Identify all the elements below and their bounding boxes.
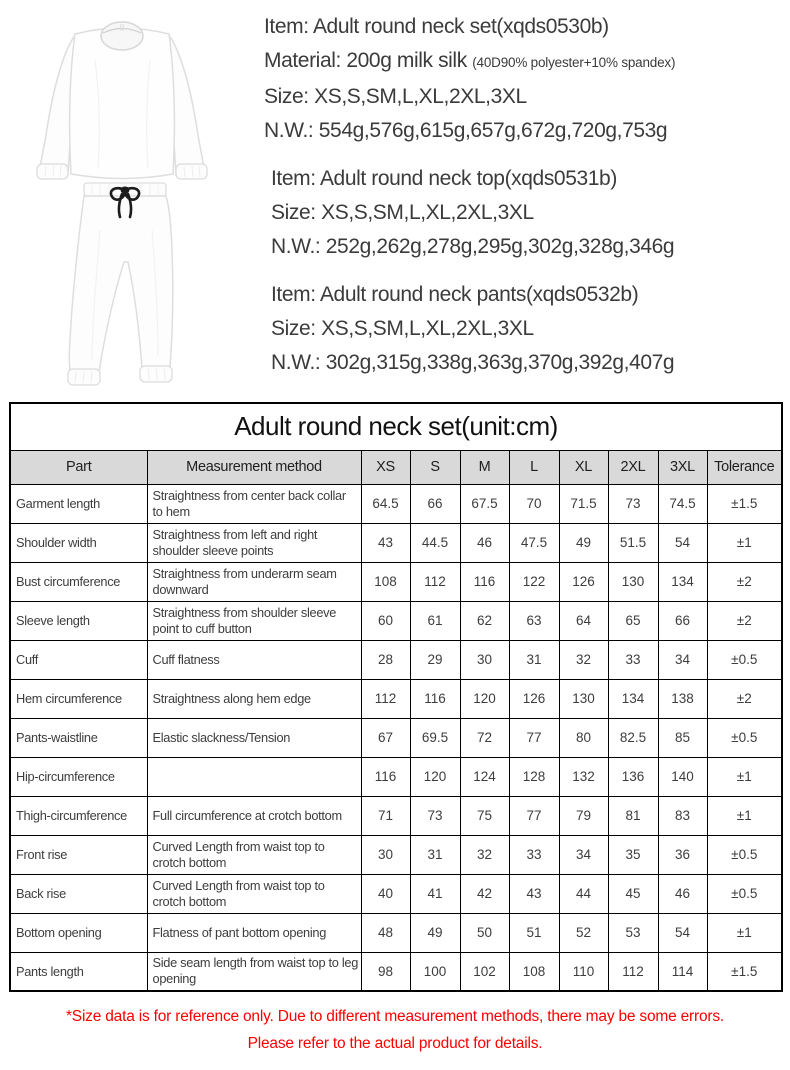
- value-2xl: 136: [608, 757, 658, 796]
- table-row: [10, 874, 782, 913]
- part-cell: Front rise: [10, 835, 147, 874]
- table-row: [10, 913, 782, 952]
- item-line: Item: Adult round neck set(xqds0530b): [264, 15, 609, 38]
- value-s: 116: [410, 679, 460, 718]
- value-2xl: 112: [608, 952, 658, 991]
- value-l: 51: [509, 913, 559, 952]
- nw-line: N.W.: 302g,315g,338g,363g,370g,392g,407g: [271, 351, 675, 374]
- value-3xl: 66: [658, 601, 707, 640]
- value-2xl: 81: [608, 796, 658, 835]
- part-cell: Hip-circumference: [10, 757, 147, 796]
- product-image: [0, 0, 260, 400]
- value-l: 108: [509, 952, 559, 991]
- value-xs: 60: [361, 601, 410, 640]
- table-header-row: [10, 450, 782, 484]
- value-xs: 40: [361, 874, 410, 913]
- part-cell: Shoulder width: [10, 523, 147, 562]
- shirt-left-cuff: [37, 164, 68, 179]
- value-m: 72: [460, 718, 509, 757]
- part-cell: Garment length: [10, 484, 147, 523]
- value-s: 49: [410, 913, 460, 952]
- value-s: 112: [410, 562, 460, 601]
- size-line: Size: XS,S,SM,L,XL,2XL,3XL: [271, 317, 534, 340]
- tolerance-cell: ±0.5: [707, 640, 782, 679]
- value-xs: 64.5: [361, 484, 410, 523]
- method-cell: Straightness along hem edge: [147, 679, 361, 718]
- value-3xl: 134: [658, 562, 707, 601]
- value-3xl: 138: [658, 679, 707, 718]
- value-m: 30: [460, 640, 509, 679]
- tolerance-cell: ±1: [707, 523, 782, 562]
- value-m: 62: [460, 601, 509, 640]
- method-cell: Side seam length from waist top to leg opening: [147, 952, 361, 991]
- value-2xl: 45: [608, 874, 658, 913]
- part-cell: Sleeve length: [10, 601, 147, 640]
- value-s: 73: [410, 796, 460, 835]
- value-xl: 126: [559, 562, 608, 601]
- item-line: Item: Adult round neck top(xqds0531b): [271, 167, 617, 190]
- tolerance-cell: ±0.5: [707, 835, 782, 874]
- col-header-s: S: [410, 450, 460, 484]
- value-l: 126: [509, 679, 559, 718]
- pajama-set-illustration: [0, 0, 260, 400]
- tolerance-cell: ±1: [707, 796, 782, 835]
- method-cell: Flatness of pant bottom opening: [147, 913, 361, 952]
- value-m: 50: [460, 913, 509, 952]
- value-3xl: 34: [658, 640, 707, 679]
- value-2xl: 73: [608, 484, 658, 523]
- product-overview: [0, 0, 790, 402]
- table-row: [10, 835, 782, 874]
- value-3xl: 74.5: [658, 484, 707, 523]
- tolerance-cell: ±2: [707, 679, 782, 718]
- shirt-right-cuff: [176, 164, 207, 179]
- value-s: 29: [410, 640, 460, 679]
- value-l: 122: [509, 562, 559, 601]
- method-cell: Curved Length from waist top to crotch bottom: [147, 874, 361, 913]
- value-xl: 32: [559, 640, 608, 679]
- value-3xl: 54: [658, 913, 707, 952]
- value-2xl: 82.5: [608, 718, 658, 757]
- table-row: [10, 484, 782, 523]
- value-3xl: 54: [658, 523, 707, 562]
- value-2xl: 130: [608, 562, 658, 601]
- nw-line: N.W.: 554g,576g,615g,657g,672g,720g,753g: [264, 119, 668, 142]
- value-s: 100: [410, 952, 460, 991]
- col-header-method: Measurement method: [147, 450, 361, 484]
- disclaimer: [0, 1003, 790, 1057]
- table-row: [10, 796, 782, 835]
- value-s: 61: [410, 601, 460, 640]
- value-xl: 44: [559, 874, 608, 913]
- col-header-xl: XL: [559, 450, 608, 484]
- col-header-xs: XS: [361, 450, 410, 484]
- value-xl: 132: [559, 757, 608, 796]
- value-l: 70: [509, 484, 559, 523]
- table-row: [10, 757, 782, 796]
- method-cell: Elastic slackness/Tension: [147, 718, 361, 757]
- info-block-set: [264, 10, 788, 148]
- value-m: 42: [460, 874, 509, 913]
- value-m: 120: [460, 679, 509, 718]
- tolerance-cell: ±2: [707, 601, 782, 640]
- disclaimer-line-1: *Size data is for reference only. Due to different measurement methods, there may be some errors.: [65, 1008, 725, 1025]
- part-cell: Bottom opening: [10, 913, 147, 952]
- value-xl: 110: [559, 952, 608, 991]
- value-l: 128: [509, 757, 559, 796]
- value-s: 120: [410, 757, 460, 796]
- value-l: 43: [509, 874, 559, 913]
- table-row: [10, 523, 782, 562]
- value-xs: 28: [361, 640, 410, 679]
- col-header-tolerance: Tolerance: [707, 450, 782, 484]
- value-l: 33: [509, 835, 559, 874]
- col-header-l: L: [509, 450, 559, 484]
- value-3xl: 36: [658, 835, 707, 874]
- value-xs: 71: [361, 796, 410, 835]
- size-chart-table: [9, 402, 783, 992]
- value-xs: 116: [361, 757, 410, 796]
- part-cell: Back rise: [10, 874, 147, 913]
- value-l: 63: [509, 601, 559, 640]
- col-header-m: M: [460, 450, 509, 484]
- tolerance-cell: ±1.5: [707, 952, 782, 991]
- size-line: Size: XS,S,SM,L,XL,2XL,3XL: [264, 85, 527, 108]
- method-cell: Straightness from shoulder sleeve point to cuff button: [147, 601, 361, 640]
- material-note: (40D90% polyester+10% spandex): [472, 55, 676, 70]
- shirt-neck-opening: [101, 22, 143, 50]
- table-row: [10, 679, 782, 718]
- value-2xl: 53: [608, 913, 658, 952]
- product-info: [264, 10, 788, 394]
- value-s: 41: [410, 874, 460, 913]
- value-m: 75: [460, 796, 509, 835]
- tolerance-cell: ±1: [707, 757, 782, 796]
- part-cell: Thigh-circumference: [10, 796, 147, 835]
- tolerance-cell: ±0.5: [707, 874, 782, 913]
- size-line: Size: XS,S,SM,L,XL,2XL,3XL: [271, 201, 534, 224]
- col-header-3xl: 3XL: [658, 450, 707, 484]
- method-cell: Full circumference at crotch bottom: [147, 796, 361, 835]
- table-row: [10, 718, 782, 757]
- value-xl: 52: [559, 913, 608, 952]
- col-header-2xl: 2XL: [608, 450, 658, 484]
- value-l: 77: [509, 718, 559, 757]
- value-3xl: 85: [658, 718, 707, 757]
- method-cell: Straightness from center back collar to hem: [147, 484, 361, 523]
- value-xs: 98: [361, 952, 410, 991]
- table-row: [10, 640, 782, 679]
- value-xl: 49: [559, 523, 608, 562]
- value-l: 31: [509, 640, 559, 679]
- value-xl: 71.5: [559, 484, 608, 523]
- value-xl: 64: [559, 601, 608, 640]
- part-cell: Pants-waistline: [10, 718, 147, 757]
- disclaimer-line-2: Please refer to the actual product for details.: [247, 1035, 543, 1052]
- method-cell: Curved Length from waist top to crotch bottom: [147, 835, 361, 874]
- value-l: 77: [509, 796, 559, 835]
- pants-legs: [69, 196, 173, 373]
- value-3xl: 140: [658, 757, 707, 796]
- method-cell: Cuff flatness: [147, 640, 361, 679]
- part-cell: Cuff: [10, 640, 147, 679]
- value-xl: 79: [559, 796, 608, 835]
- value-3xl: 46: [658, 874, 707, 913]
- value-xs: 30: [361, 835, 410, 874]
- value-xl: 80: [559, 718, 608, 757]
- value-s: 31: [410, 835, 460, 874]
- value-xl: 130: [559, 679, 608, 718]
- part-cell: Pants length: [10, 952, 147, 991]
- value-s: 44.5: [410, 523, 460, 562]
- tolerance-cell: ±1.5: [707, 484, 782, 523]
- method-cell: Straightness from underarm seam downward: [147, 562, 361, 601]
- info-block-pants: [264, 278, 788, 380]
- drawstring-knot: [121, 187, 130, 194]
- value-3xl: 83: [658, 796, 707, 835]
- value-xs: 43: [361, 523, 410, 562]
- table-title-row: [10, 403, 782, 450]
- value-xs: 67: [361, 718, 410, 757]
- value-s: 66: [410, 484, 460, 523]
- table-row: [10, 952, 782, 991]
- value-m: 46: [460, 523, 509, 562]
- value-m: 32: [460, 835, 509, 874]
- table-title: Adult round neck set(unit:cm): [10, 403, 782, 450]
- tolerance-cell: ±2: [707, 562, 782, 601]
- value-2xl: 134: [608, 679, 658, 718]
- value-2xl: 51.5: [608, 523, 658, 562]
- method-cell: Straightness from left and right shoulder sleeve points: [147, 523, 361, 562]
- value-2xl: 35: [608, 835, 658, 874]
- value-m: 102: [460, 952, 509, 991]
- info-block-top: [264, 162, 788, 264]
- item-line: Item: Adult round neck pants(xqds0532b): [271, 283, 639, 306]
- value-l: 47.5: [509, 523, 559, 562]
- col-header-part: Part: [10, 450, 147, 484]
- nw-line: N.W.: 252g,262g,278g,295g,302g,328g,346g: [271, 235, 675, 258]
- value-xs: 112: [361, 679, 410, 718]
- material-main: Material: 200g milk silk: [264, 49, 467, 72]
- table-row: [10, 562, 782, 601]
- value-2xl: 33: [608, 640, 658, 679]
- material-line: [264, 44, 788, 80]
- value-xs: 108: [361, 562, 410, 601]
- value-m: 67.5: [460, 484, 509, 523]
- method-cell: [147, 757, 361, 796]
- value-m: 124: [460, 757, 509, 796]
- value-m: 116: [460, 562, 509, 601]
- part-cell: Bust circumference: [10, 562, 147, 601]
- tolerance-cell: ±1: [707, 913, 782, 952]
- value-3xl: 114: [658, 952, 707, 991]
- tolerance-cell: ±0.5: [707, 718, 782, 757]
- value-xl: 34: [559, 835, 608, 874]
- table-row: [10, 601, 782, 640]
- value-xs: 48: [361, 913, 410, 952]
- value-s: 69.5: [410, 718, 460, 757]
- part-cell: Hem circumference: [10, 679, 147, 718]
- value-2xl: 65: [608, 601, 658, 640]
